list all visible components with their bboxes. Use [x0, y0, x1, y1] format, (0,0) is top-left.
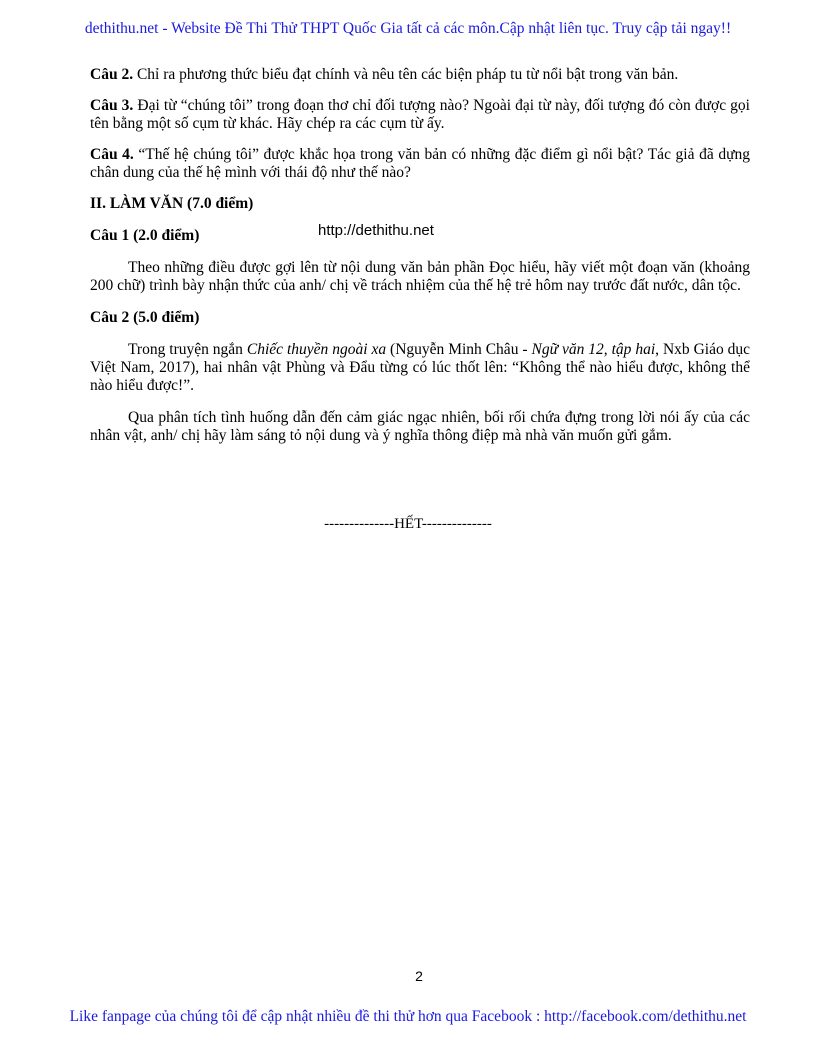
essay-1-text: Theo những điều được gợi lên từ nội dung văn bản phần Đọc hiểu, hãy viết một đoạn văn (khoảng 200 chữ) trình bày nhận thức của anh/ chị về trách nhiệm của thế hệ trẻ hôm nay trước đất nước, dân tộc.	[90, 259, 750, 294]
essay-2-paragraph-1	[90, 341, 750, 395]
exam-content	[90, 66, 750, 459]
question-3-text: Đại từ “chúng tôi” trong đoạn thơ chỉ đối tượng nào? Ngoài đại từ này, đối tượng đó còn được gọi tên bằng một số cụm từ khác. Hãy chép ra các cụm từ ấy.	[90, 97, 750, 132]
essay-2-paragraph-2: Qua phân tích tình huống dẫn đến cảm giác ngạc nhiên, bối rối chứa đựng trong lời nói ấy của các nhân vật, anh/ chị hãy làm sáng tỏ nội dung và ý nghĩa thông điệp mà nhà văn muốn gửi gắm.	[90, 409, 750, 444]
question-2	[90, 66, 750, 84]
footer-link[interactable]: Like fanpage của chúng tôi để cập nhật nhiều đề thi thử hơn qua Facebook : http://facebook.com/dethithu.net	[69, 1008, 747, 1025]
watermark-link[interactable]: http://dethithu.net	[318, 222, 434, 239]
page-number: 2	[415, 968, 423, 984]
end-marker: --------------HẾT--------------	[324, 516, 492, 532]
essay-2-title: Câu 2 (5.0 điểm)	[90, 309, 200, 326]
essay-2-p1-c: (Nguyễn Minh Châu -	[386, 341, 532, 358]
question-4-label: Câu 4.	[90, 146, 134, 163]
question-3-label: Câu 3.	[90, 97, 134, 114]
story-title: Chiếc thuyền ngoài xa	[246, 341, 387, 358]
header-link[interactable]: dethithu.net - Website Đề Thi Thử THPT Quốc Gia tất cả các môn.Cập nhật liên tục. Truy cập tải ngay!!	[84, 20, 732, 37]
essay-1-title: Câu 1 (2.0 điểm)	[90, 227, 200, 244]
section-title: II. LÀM VĂN (7.0 điểm)	[90, 195, 254, 212]
essay-2-p1-e: , Nxb Giáo dục Việt Nam, 2017), hai nhân vật Phùng và Đẩu từng có lúc thốt lên: “Không thể nào hiểu được, không thể nào hiểu được!”.	[90, 341, 751, 394]
essay-2-p1-a: Trong truyện ngắn	[128, 341, 247, 358]
textbook-title: Ngữ văn 12, tập hai	[531, 341, 656, 358]
question-4-text: “Thế hệ chúng tôi” được khắc họa trong văn bản có những đặc điểm gì nổi bật? Tác giả đã dựng chân dung của thế hệ mình với thái độ như thế nào?	[90, 146, 750, 181]
question-2-label: Câu 2.	[90, 66, 134, 83]
question-3	[90, 97, 750, 133]
question-2-text: Chỉ ra phương thức biểu đạt chính và nêu tên các biện pháp tu từ nổi bật trong văn bản.	[133, 66, 679, 83]
question-4	[90, 146, 750, 182]
